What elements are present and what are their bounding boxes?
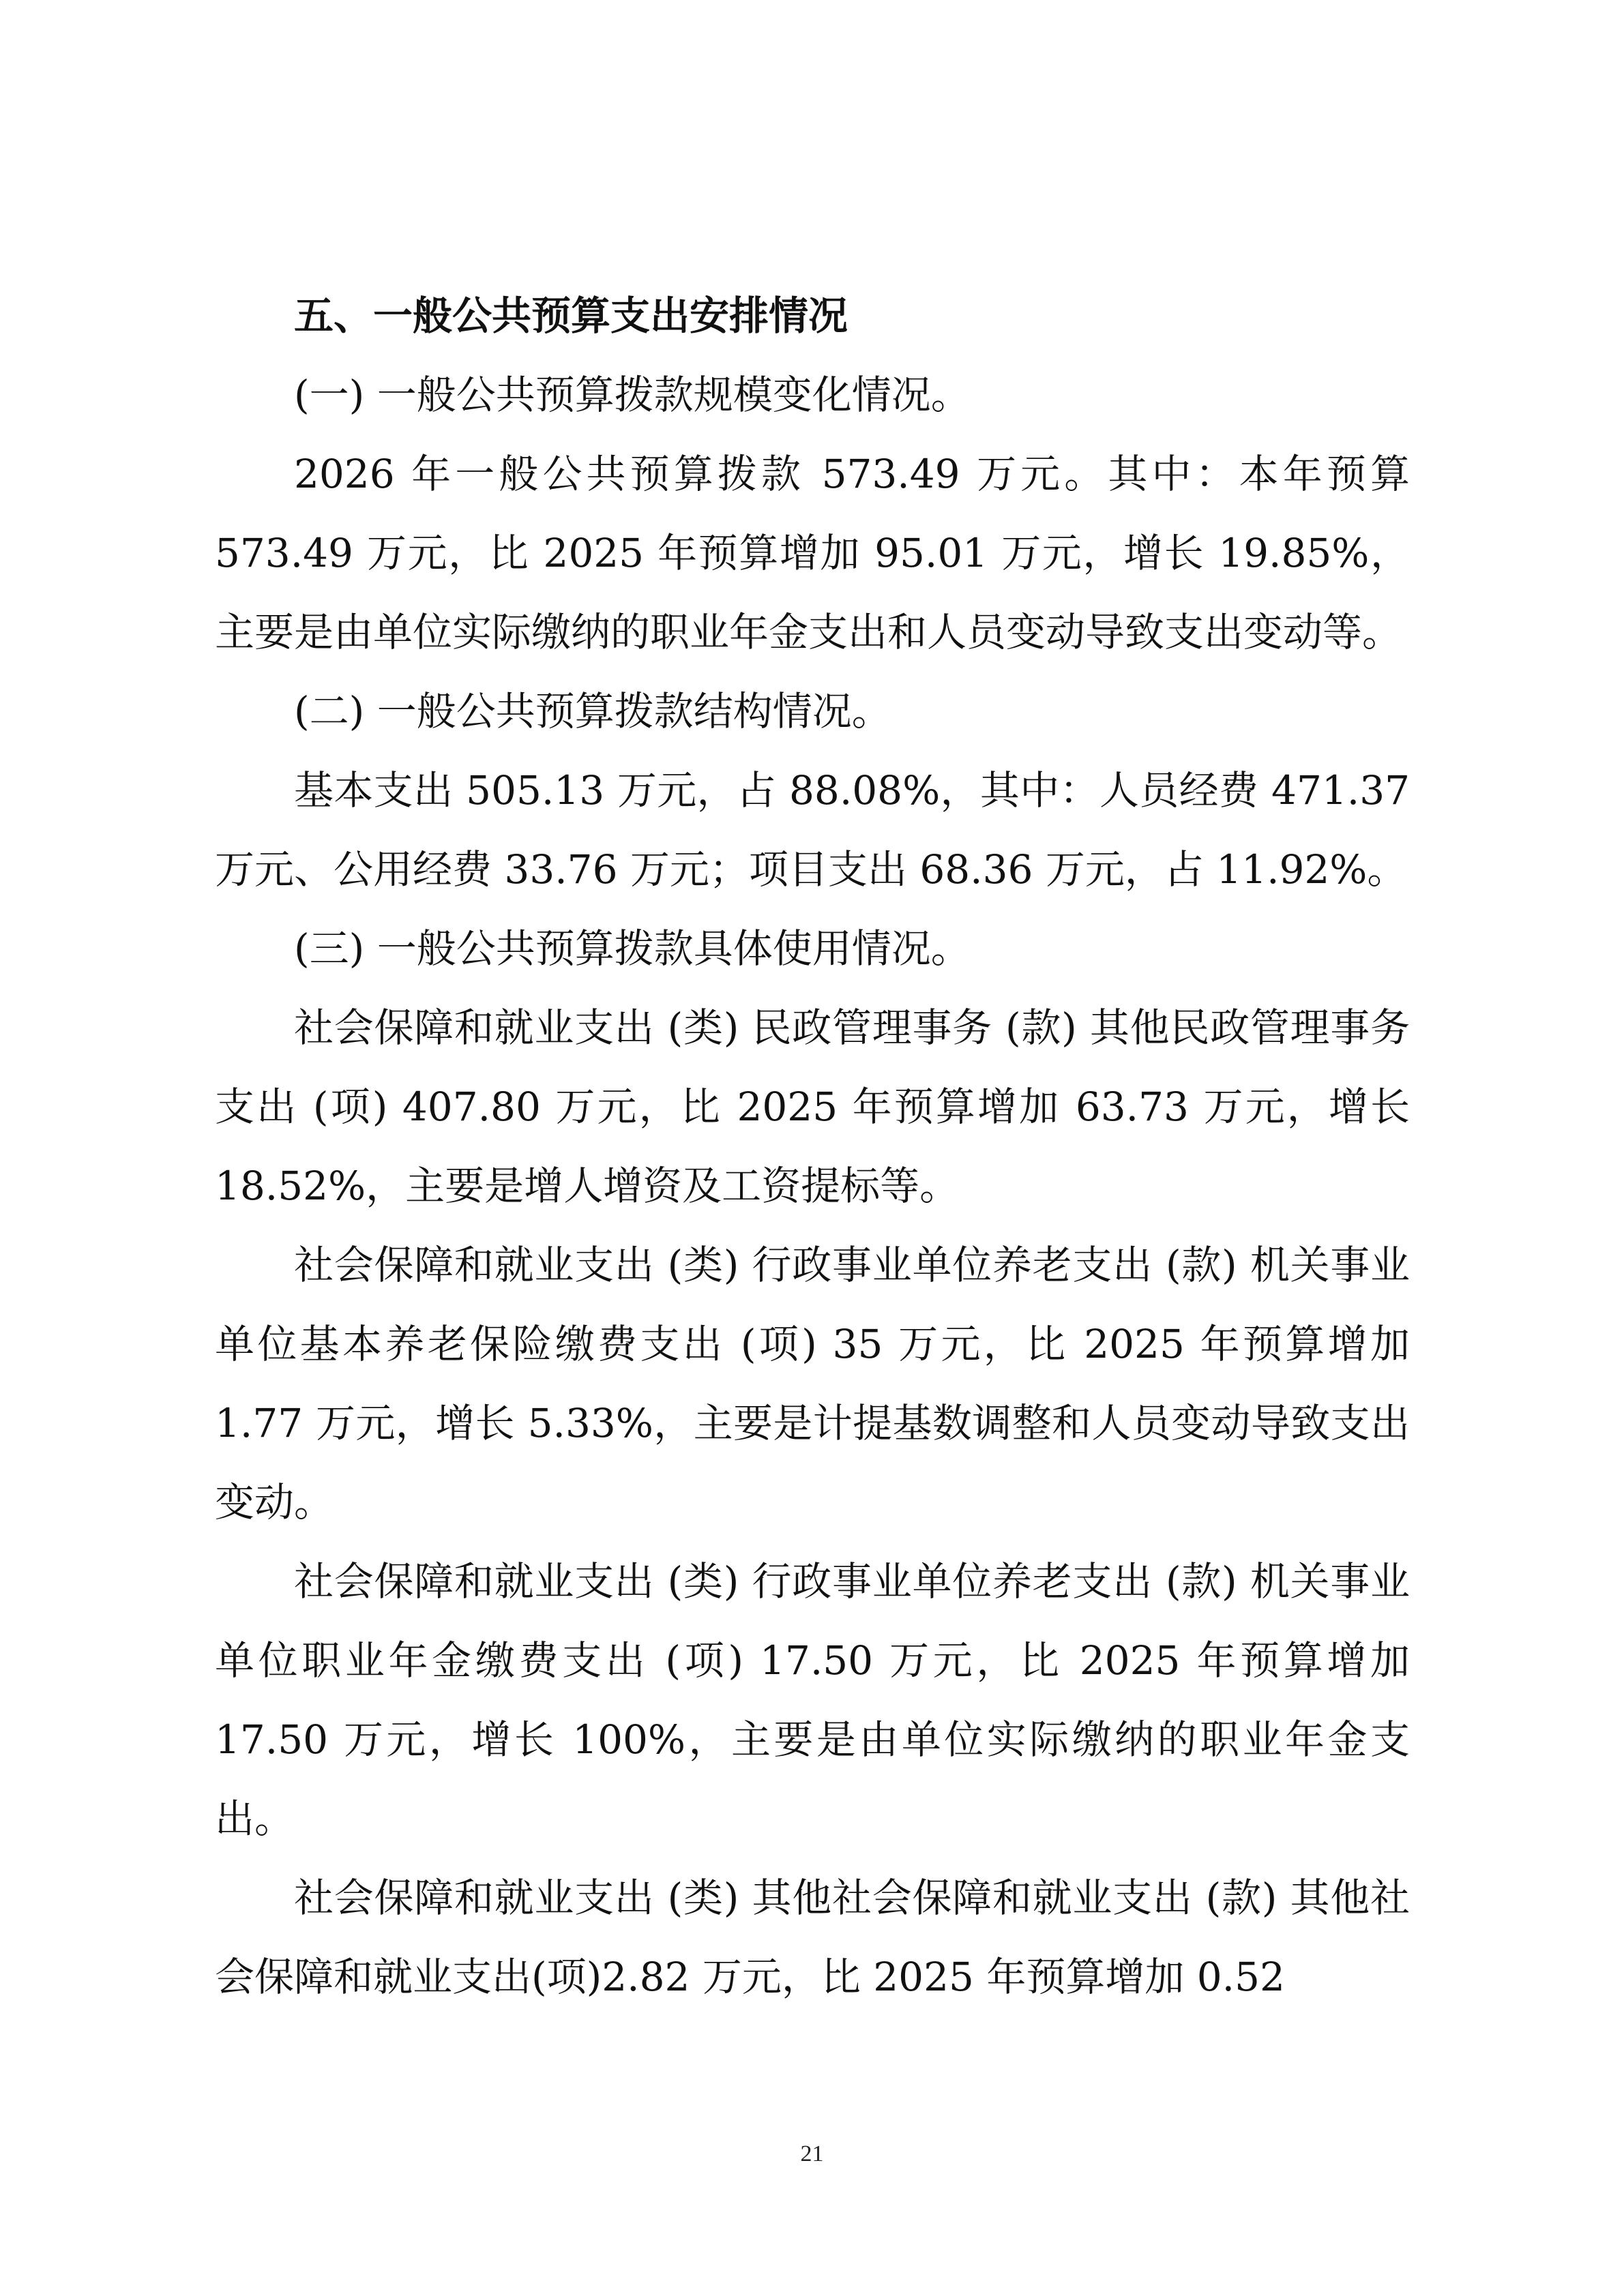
page-number: 21 [800, 2141, 824, 2166]
paragraph-4: 社会保障和就业支出 (类) 行政事业单位养老支出 (款) 机关事业单位基本养老保险缴费支出 (项) 35 万元，比 2025 年预算增加 1.77 万元，增长 5.33%，主要是计提基数调整和人员变动导致支出变动。 [215, 1242, 1410, 1525]
paragraph-5: 社会保障和就业支出 (类) 行政事业单位养老支出 (款) 机关事业单位职业年金缴费支出 (项) 17.50 万元，比 2025 年预算增加 17.50 万元，增长 100%，主要是由单位实际缴纳的职业年金支出。 [215, 1558, 1410, 1842]
paragraph-6: 社会保障和就业支出 (类) 其他社会保障和就业支出 (款) 其他社会保障和就业支出(项)2.82 万元，比 2025 年预算增加 0.52 [215, 1875, 1410, 2000]
subsection-heading-2: (二) 一般公共预算拨款结构情况。 [294, 688, 891, 734]
subsection-heading-3: (三) 一般公共预算拨款具体使用情况。 [294, 925, 971, 972]
subsection-heading-1: (一) 一般公共预算拨款规模变化情况。 [294, 372, 971, 418]
paragraph-2: 基本支出 505.13 万元，占 88.08%，其中：人员经费 471.37 万元、公用经费 33.76 万元；项目支出 68.36 万元，占 11.92%。 [215, 767, 1410, 893]
section-heading: 五、一般公共预算支出安排情况 [294, 293, 848, 339]
paragraph-3: 社会保障和就业支出 (类) 民政管理事务 (款) 其他民政管理事务支出 (项) 407.80 万元，比 2025 年预算增加 63.73 万元，增长 18.52%，主要是增人增资及工资提标等。 [215, 1004, 1410, 1209]
paragraph-1: 2026 年一般公共预算拨款 573.49 万元。其中：本年预算 573.49 万元，比 2025 年预算增加 95.01 万元，增长 19.85%，主要是由单位实际缴纳的职业年金支出和人员变动导致支出变动等。 [215, 451, 1410, 655]
page-content [215, 276, 1410, 2016]
